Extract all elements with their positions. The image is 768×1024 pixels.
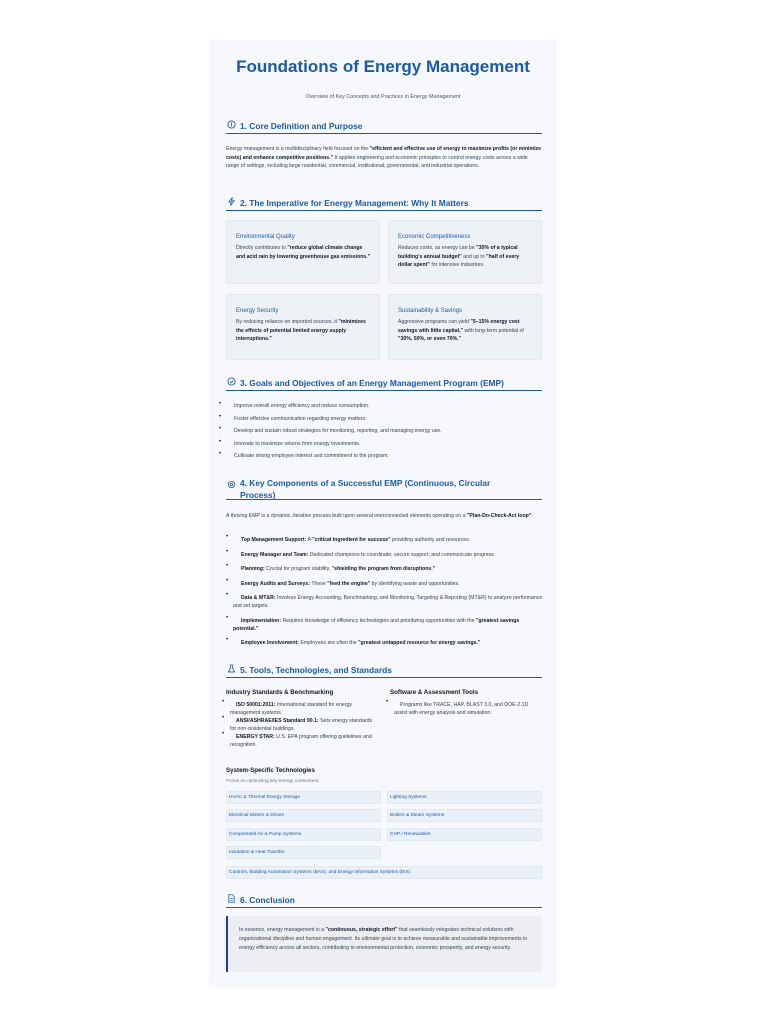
- list-item: • Data & MT&R: Involves Energy Accounting, Benchmarking, and Monitoring, Targeting & Reporting (MT&R) to analyze performance and set targets.: [226, 594, 546, 610]
- cycle-icon: [226, 480, 236, 490]
- list-item: • Energy Manager and Team: Dedicated champions to coordinate, secure support, and communicate progress.: [226, 551, 546, 559]
- page-subtitle: Overview of Key Concepts and Practices in Energy Management: [305, 94, 461, 100]
- tech-chip: Controls, Building Automation Systems (BAS), and Energy Information Systems (EIS): [226, 866, 542, 879]
- section-2-header: [226, 197, 542, 211]
- section-4-title: 4. Key Components of a Successful EMP (Continuous, Circular Process): [240, 478, 491, 500]
- flask-icon: [226, 664, 236, 674]
- card-title: Energy Security: [236, 308, 279, 314]
- section-5-header: [226, 664, 542, 678]
- section-1-header: [226, 120, 542, 134]
- list-item: • Energy Audits and Surveys: These "feed the engine" by identifying waste and opportunities.: [226, 580, 546, 588]
- card-text: By reducing reliance on imported sources, it "minimizes the effects of potential limited energy supply interruptions.": [236, 319, 366, 342]
- standards-title: Industry Standards & Benchmarking: [226, 689, 334, 696]
- list-item: • ENERGY STAR: U.S. EPA program offering guidelines and recognition.: [222, 733, 374, 749]
- list-item: • Employee Involvement: Employees are often the "greatest untapped resource for energy savings.": [226, 639, 546, 647]
- standards-list: [222, 701, 374, 749]
- card-environmental-quality: [226, 220, 380, 284]
- document-icon: [226, 894, 236, 904]
- list-item: • ANSI/ASHRAE/IES Standard 90.1: Sets energy standards for non-residential buildings.: [222, 717, 374, 733]
- list-item: • Foster effective communication regarding energy matters.: [219, 415, 549, 423]
- tech-chip: Boilers & Steam Systems: [387, 809, 542, 822]
- card-title: Economic Competitiveness: [398, 234, 471, 240]
- tech-chip: Lighting Systems: [387, 791, 542, 804]
- card-title: Sustainability & Savings: [398, 308, 463, 314]
- goals-list: [219, 402, 549, 460]
- section-6-title: 6. Conclusion: [240, 895, 295, 905]
- tech-chip: Insulation & Heat Transfer: [226, 846, 381, 859]
- list-item: • Top Management Support: A "critical ingredient for success" providing authority and resources.: [226, 536, 546, 544]
- section-4-intro: A thriving EMP is a dynamic, iterative process built upon several interconnected elements operating on a "Plan-Do-Check-Act loop":: [226, 513, 533, 519]
- card-text: Directly contributes to "reduce global climate change and acid rain by lowering greenhouse gas emissions.": [236, 245, 371, 260]
- section-3-header: [226, 377, 542, 391]
- section-3-title: 3. Goals and Objectives of an Energy Management Program (EMP): [240, 378, 504, 388]
- list-item: • Innovate to maximize returns from energy investments.: [219, 440, 549, 448]
- section-6-header: [226, 894, 542, 908]
- section-1-paragraph: Energy management is a multidisciplinary field focused on the "efficient and effective use of energy to maximize profits (or minimize costs) and enhance competitive positions." It applies engineering and economic principles to control energy costs across a wide range of settings, including large residential, commercial, institutional, governmental, and industrial operations.: [226, 146, 541, 169]
- section-1-title: 1. Core Definition and Purpose: [240, 121, 363, 131]
- card-economic-competitiveness: [388, 220, 542, 284]
- target-icon: [226, 377, 236, 387]
- list-item: • Implementation: Requires knowledge of efficiency technologies and prioritizing opportunities with the "greatest savings potential.": [226, 617, 546, 633]
- software-list: [386, 701, 540, 717]
- lightning-icon: [226, 197, 236, 207]
- section-5-title: 5. Tools, Technologies, and Standards: [240, 665, 392, 675]
- page-title: Foundations of Energy Management: [236, 57, 530, 76]
- components-list: [226, 536, 546, 654]
- card-text: Aggressive programs can yield "5–15% energy cost savings with little capital," with long-term potential of "30%, 50%, or even 70%.": [398, 319, 524, 342]
- section-2-title: 2. The Imperative for Energy Management: Why It Matters: [240, 198, 469, 208]
- systems-title: System-Specific Technologies: [226, 767, 315, 774]
- list-item: • Develop and sustain robust strategies for monitoring, reporting, and managing energy use.: [219, 427, 549, 435]
- tech-chip: Electrical Motors & Drives: [226, 809, 381, 822]
- list-item: • Improve overall energy efficiency and reduce consumption.: [219, 402, 549, 410]
- list-item: • Cultivate strong employee interest and commitment to the program.: [219, 452, 549, 460]
- tech-chip: Compressed Air & Pump Systems: [226, 828, 381, 841]
- list-item: • ISO 50001:2011: International standard for energy management systems.: [222, 701, 374, 717]
- info-icon: [226, 120, 236, 130]
- tech-chip: CHP / Renewables: [387, 828, 542, 841]
- card-title: Environmental Quality: [236, 234, 295, 240]
- card-text: Reduces costs, as energy can be "30% of a typical building's annual budget" and up to "half of every dollar spent" for intensive industries.: [398, 245, 520, 268]
- software-title: Software & Assessment Tools: [390, 689, 479, 696]
- document-page: [209, 40, 557, 988]
- systems-caption: Focus on optimizing key energy consumers:: [226, 779, 320, 784]
- list-item: • Planning: Crucial for program stability, "shielding the program from disruptions.": [226, 565, 546, 573]
- conclusion-box: In essence, energy management is a "continuous, strategic effort" that seamlessly integrates technical solutions with organizational discipline and human engagement. Its ultimate goal is to achieve measurable and sustainable improvements in energy efficiency across all sectors, contributing to environmental protection, economic prosperity, and energy security.: [226, 916, 542, 972]
- card-sustainability-savings: [388, 294, 542, 360]
- list-item: • Programs like TRACE, HAP, BLAST 3.0, and DOE-2.1D assist with energy analysis and simulation.: [386, 701, 540, 717]
- section-4-header: [226, 477, 542, 500]
- tech-chip: HVAC & Thermal Energy Storage: [226, 791, 381, 804]
- card-energy-security: [226, 294, 380, 360]
